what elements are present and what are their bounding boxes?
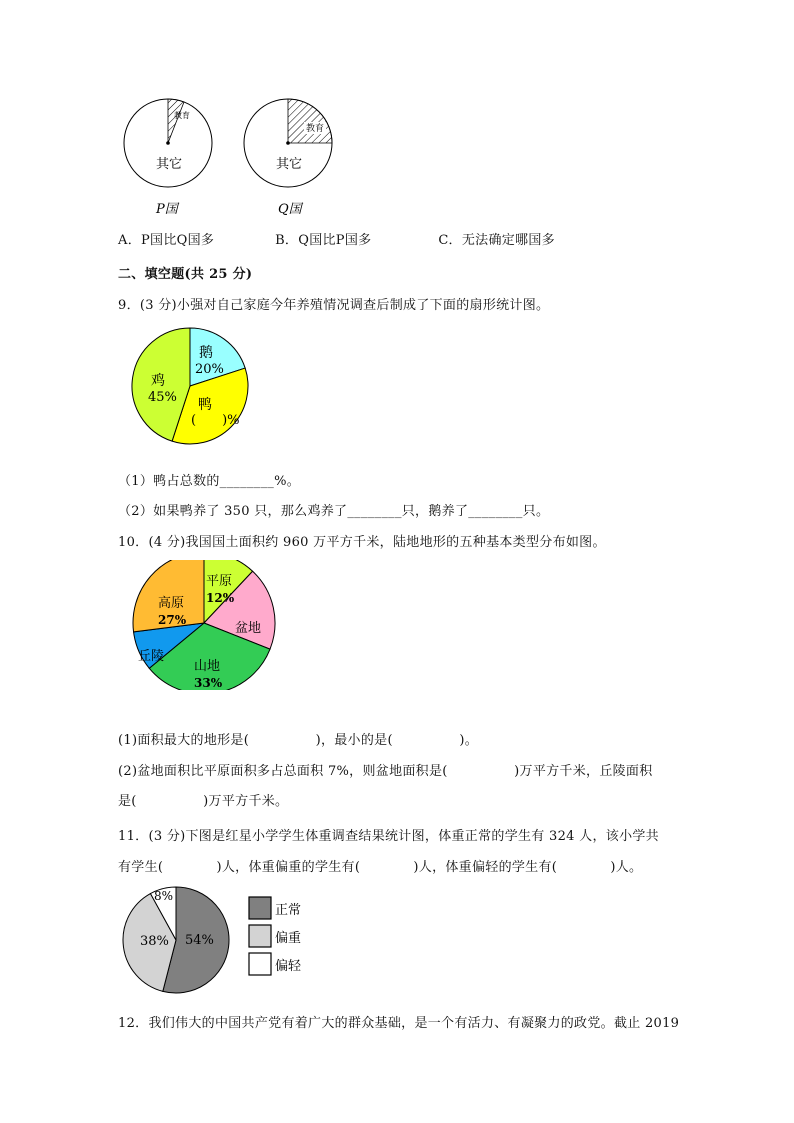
pie-p-edu-label: 教育 xyxy=(174,111,190,120)
q10-value-mountain: 33% xyxy=(194,676,223,690)
q9-sub2: （2）如果鸭养了 350 只，那么鸡养了________只，鹅养了________只。 xyxy=(118,504,550,519)
q11-stem-b: 有学生( )人，体重偏重的学生有( )人，体重偏轻的学生有( )人。 xyxy=(118,860,643,875)
q10-label-plain: 平原 xyxy=(206,574,233,589)
pie-p-center xyxy=(166,141,170,145)
pie-p-caption: P国 xyxy=(156,202,178,217)
pie-q-edu-slice xyxy=(288,99,332,143)
pie-q-center xyxy=(286,141,290,145)
q9-value-chicken: 45% xyxy=(148,390,177,405)
pie-q-edu-label: 教育 xyxy=(306,124,325,134)
pie-q-caption: Q国 xyxy=(278,202,302,217)
q9-sub1: （1）鸭占总数的________%。 xyxy=(118,474,301,489)
q9-label-chicken: 鸡 xyxy=(151,373,165,389)
q8-pie-charts xyxy=(118,96,348,221)
pie-q xyxy=(244,99,332,187)
q9-value-duck: ( )% xyxy=(191,413,240,428)
q9-stem: 9．(3 分)小强对自己家庭今年养殖情况调查后制成了下面的扇形统计图。 xyxy=(118,298,550,313)
legend-swatch-heavy xyxy=(249,925,271,947)
q11-legend xyxy=(249,897,302,975)
legend-label-heavy: 偏重 xyxy=(275,931,302,946)
section-title: 二、填空题(共 25 分) xyxy=(118,267,253,282)
q10-sub1: (1)面积最大的地形是( )，最小的是( )。 xyxy=(118,733,479,748)
q10-label-mountain: 山地 xyxy=(194,659,221,674)
option-b[interactable]: B．Q国比P国多 xyxy=(275,233,372,248)
q10-stem: 10．(4 分)我国国土面积约 960 万平方千米，陆地地形的五种基本类型分布如图。 xyxy=(118,535,606,550)
pie-p xyxy=(124,99,212,187)
q9-pie-chart xyxy=(118,320,268,455)
q10-label-hill: 丘陵 xyxy=(138,649,165,664)
q8-options xyxy=(118,229,555,248)
option-a[interactable]: A．P国比Q国多 xyxy=(118,233,215,248)
legend-swatch-normal xyxy=(249,897,271,919)
legend-label-light: 偏轻 xyxy=(275,959,302,974)
q10-label-basin: 盆地 xyxy=(235,621,262,636)
q10-pie-chart xyxy=(118,560,283,690)
q9-label-goose: 鹅 xyxy=(199,345,213,361)
q11-value-normal: 54% xyxy=(185,933,214,948)
q10-value-plateau: 27% xyxy=(158,613,187,627)
q9-label-duck: 鸭 xyxy=(198,397,212,413)
pie-p-other-label: 其它 xyxy=(156,157,183,172)
q10-label-plateau: 高原 xyxy=(158,596,185,611)
q11-pie-chart xyxy=(118,882,318,997)
q11-value-light: 8% xyxy=(154,889,174,903)
q12-stem: 12．我们伟大的中国共产党有着广大的群众基础，是一个有活力、有凝聚力的政党。截止 2019 xyxy=(118,1016,680,1031)
q9-value-goose: 20% xyxy=(195,362,224,377)
option-c[interactable]: C．无法确定哪国多 xyxy=(438,233,555,248)
q11-value-heavy: 38% xyxy=(140,934,169,949)
legend-label-normal: 正常 xyxy=(275,903,302,918)
q10-sub2a: (2)盆地面积比平原面积多占总面积 7%，则盆地面积是( )万平方千米，丘陵面积 xyxy=(118,764,653,779)
q10-value-plain: 12% xyxy=(206,591,235,605)
legend-swatch-light xyxy=(249,953,271,975)
pie-q-other-label: 其它 xyxy=(276,157,303,172)
q11-stem-a: 11．(3 分)下图是红星小学学生体重调查结果统计图，体重正常的学生有 324 人，该小学共 xyxy=(118,829,659,844)
q10-sub2b: 是( )万平方千米。 xyxy=(118,794,289,809)
